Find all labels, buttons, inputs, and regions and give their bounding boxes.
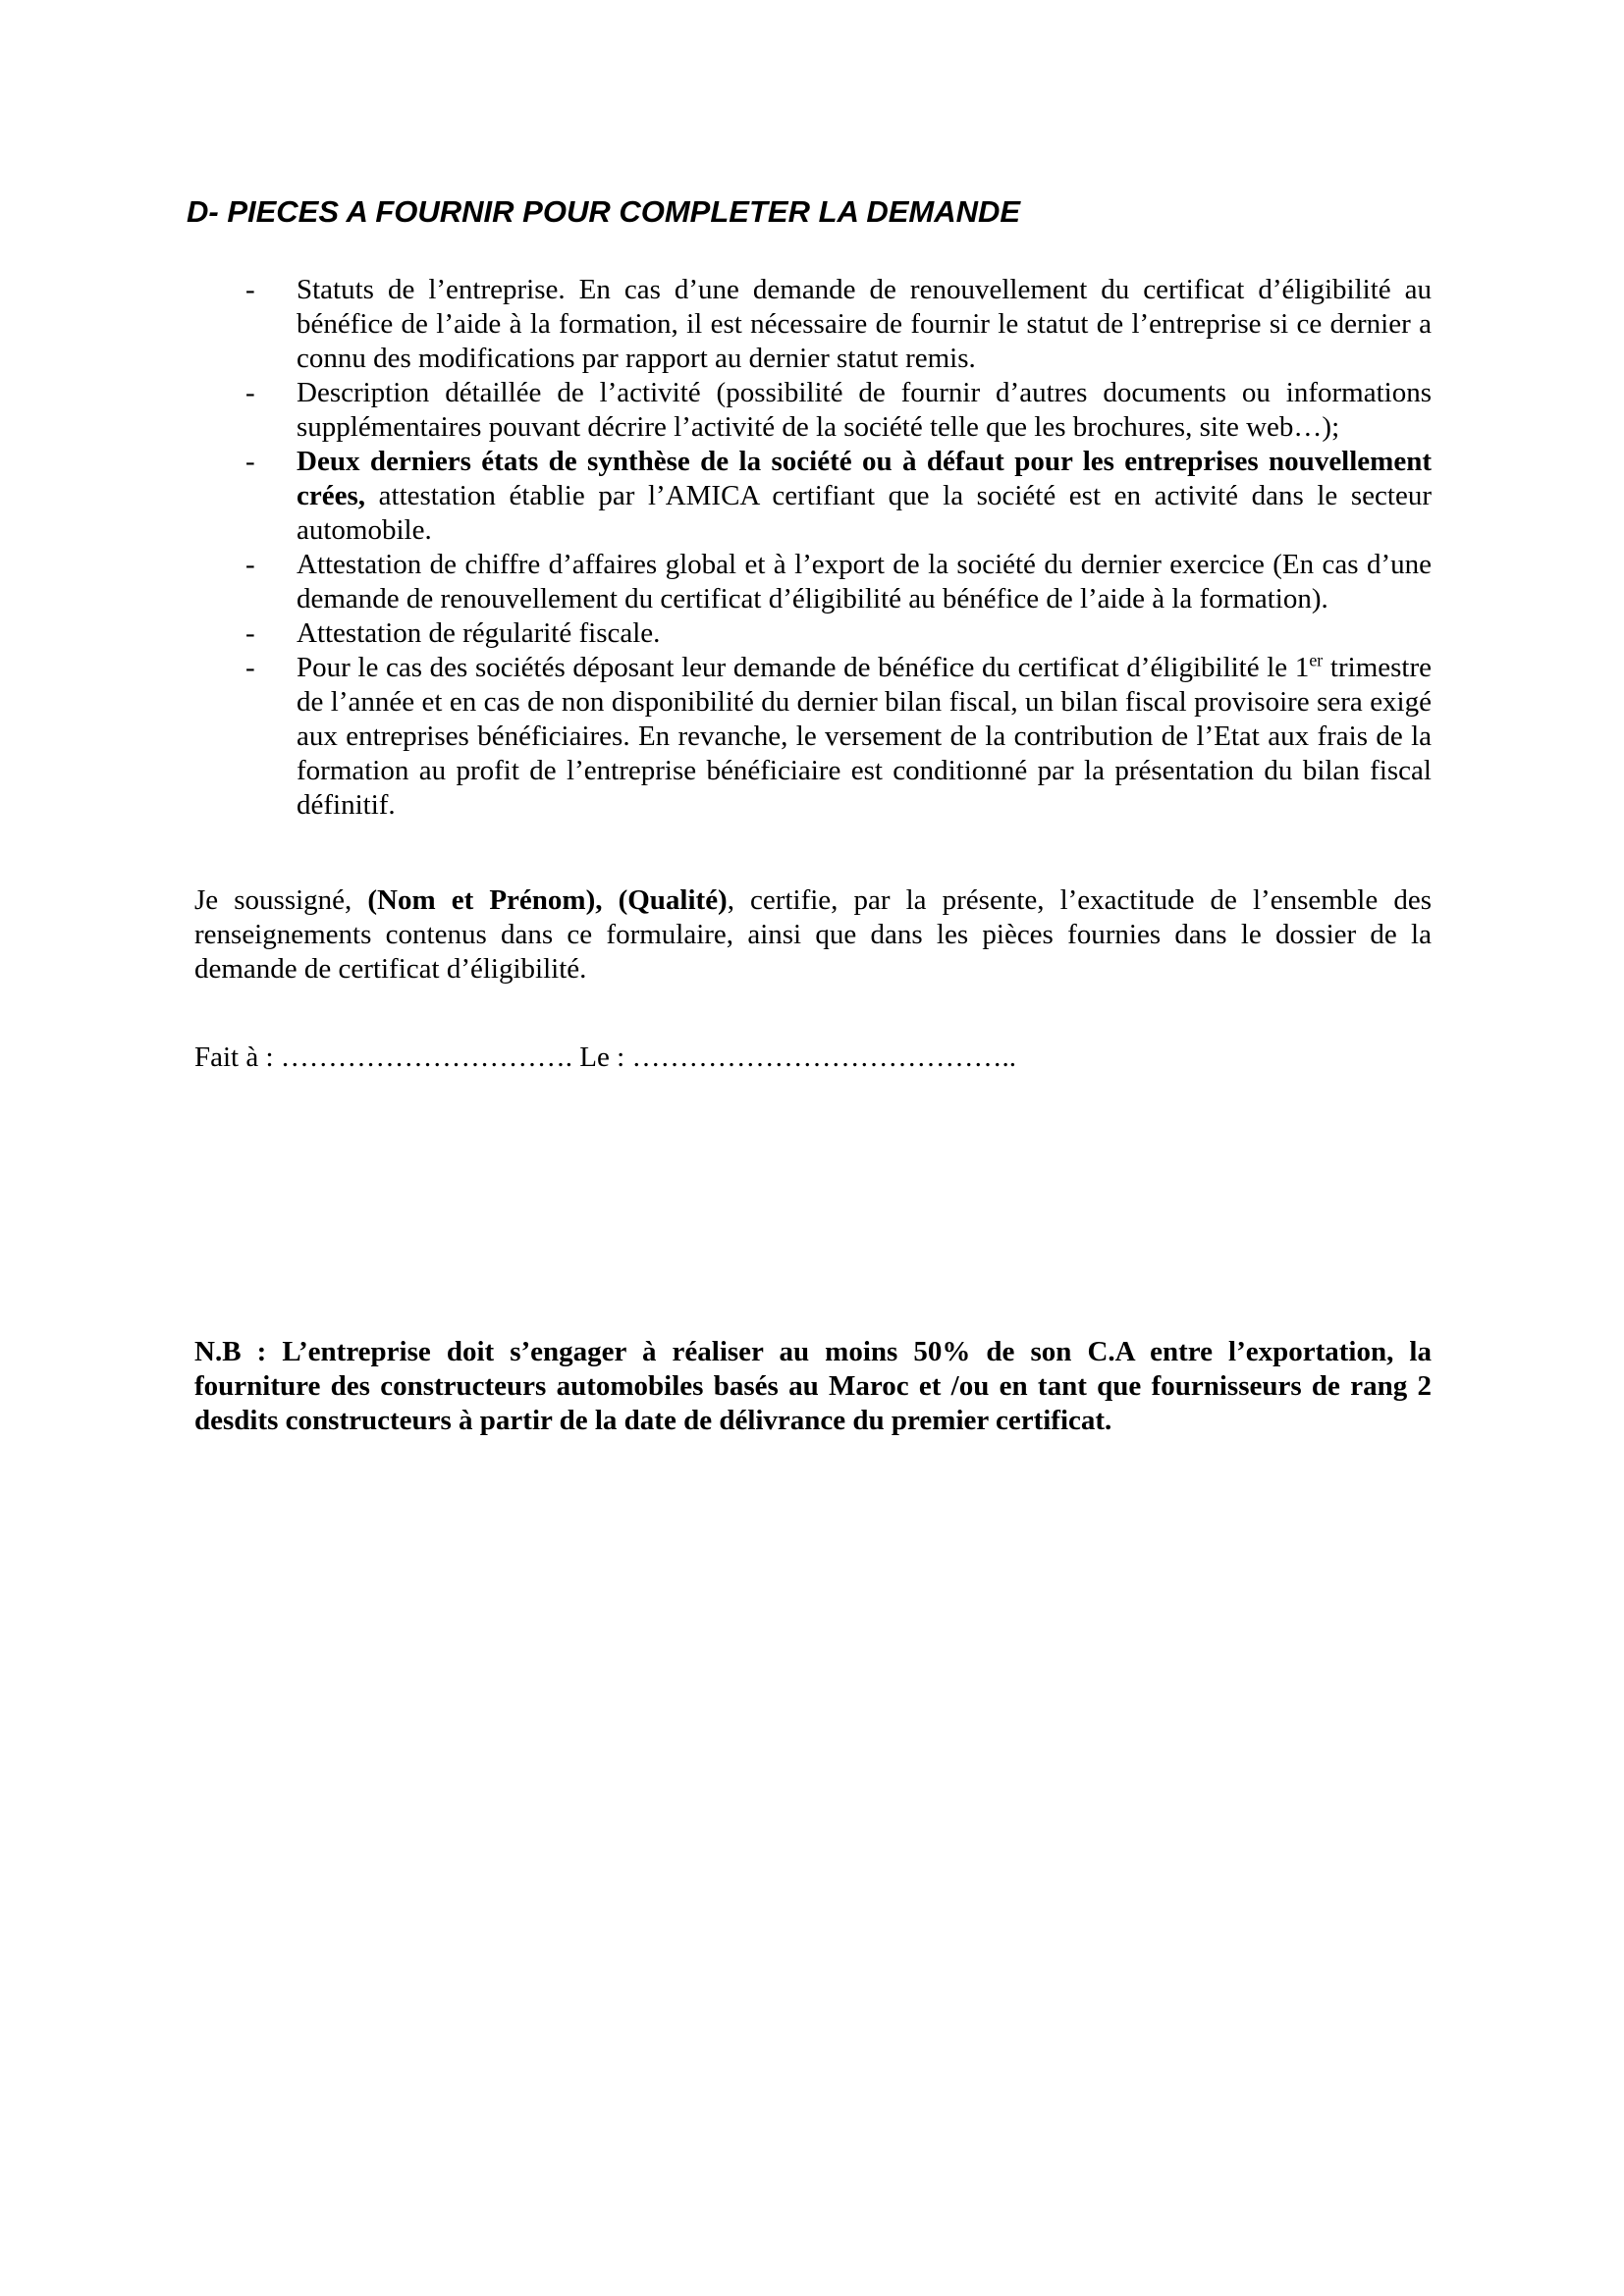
bullet-dash: - — [245, 274, 255, 305]
bullet-text-bold: Deux derniers états de synthèse de la société ou à défaut pour les entreprises nouvellement crées, — [297, 446, 1432, 511]
signature-name-quality-placeholder: (Nom et Prénom), (Qualité) — [367, 884, 728, 916]
nb-text: L’entreprise doit s’engager à réaliser au moins 50% de son C.A entre l’exportation, la fourniture des constructeurs automobiles basés au Maroc et /ou en tant que fournisseurs de rang 2 desdits constructeurs à partir de la date de délivrance du premier certificat. — [194, 1336, 1432, 1436]
list-item — [187, 651, 1432, 823]
bullet-dash: - — [245, 549, 255, 580]
bullet-dash: - — [245, 652, 255, 683]
place-date-line — [194, 1041, 1432, 1075]
list-item — [187, 376, 1432, 445]
signature-lead: Je soussigné, — [194, 884, 368, 916]
signature-rest: , certifie, par la présente, l’exactitude de l’ensemble des renseignements contenus dans ce formulaire, ainsi que dans les pièces fournies dans le dossier de la demande de certificat d’éligibilité. — [194, 884, 1432, 985]
bullet-text: attestation établie par l’AMICA certifiant que la société est en activité dans le secteur automobile. — [297, 480, 1432, 546]
fait-a-blank-line: …………………………. — [273, 1041, 573, 1073]
bullet-text: Pour le cas des sociétés déposant leur demande de bénéfice du certificat d’éligibilité le 1 — [297, 652, 1310, 683]
bullet-text: Attestation de chiffre d’affaires global et à l’export de la société du dernier exercice (En cas d’une demande de renouvellement du certificat d’éligibilité au bénéfice de l’aide à la formation). — [297, 549, 1432, 614]
bullet-text: Attestation de régularité fiscale. — [297, 617, 661, 649]
page-title: D- PIECES A FOURNIR POUR COMPLETER LA DEMANDE — [187, 194, 1021, 229]
nota-bene-paragraph — [194, 1335, 1432, 1438]
bullet-dash: - — [245, 377, 255, 408]
bullet-dash: - — [245, 446, 255, 477]
bullet-text: Description détaillée de l’activité (possibilité de fournir d’autres documents ou informations supplémentaires pouvant décrire l’activité de la société telle que les brochures, site web…); — [297, 377, 1432, 443]
list-item — [187, 548, 1432, 616]
required-documents-list — [187, 273, 1432, 823]
list-item — [187, 445, 1432, 548]
le-label: Le : — [572, 1041, 625, 1073]
fait-a-label: Fait à : — [194, 1041, 274, 1073]
bullet-text: Statuts de l’entreprise. En cas d’une demande de renouvellement du certificat d’éligibilité au bénéfice de l’aide à la formation, il est nécessaire de fournir le statut de l’entreprise si ce dernier a connu des modifications par rapport au dernier statut remis. — [297, 274, 1432, 374]
list-item — [187, 616, 1432, 651]
signature-declaration-paragraph — [194, 883, 1432, 987]
bullet-text: trimestre de l’année et en cas de non disponibilité du dernier bilan fiscal, un bilan fiscal provisoire sera exigé aux entreprises bénéficiaires. En revanche, le versement de la contribution de l’Etat aux frais de la formation au profit de l’entreprise bénéficiaire est conditionné par la présentation du bilan fiscal définitif. — [297, 652, 1433, 821]
bullet-dash: - — [245, 617, 255, 649]
list-item — [187, 273, 1432, 376]
nb-label: N.B : — [194, 1336, 267, 1367]
le-blank-line: ………………………………….. — [624, 1041, 1016, 1073]
ordinal-superscript: er — [1309, 650, 1324, 670]
